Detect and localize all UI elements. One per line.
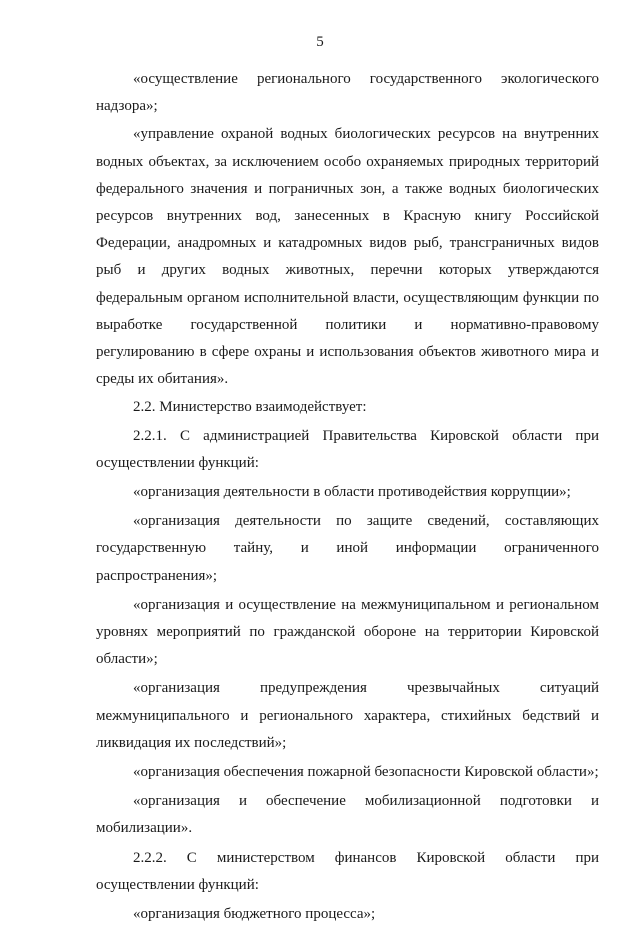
page-number: 5	[316, 34, 324, 50]
paragraph-section-2-2-2: 2.2.2. С министерством финансов Кировской области при осуществлении функций:	[96, 849, 599, 893]
paragraph-ecological-supervision: «осуществление регионального государственного экологического надзора»;	[96, 71, 599, 115]
document-body	[96, 66, 599, 928]
paragraph-section-2-2: 2.2. Министерство взаимодействует:	[133, 399, 367, 416]
paragraph-emergencies: «организация предупреждения чрезвычайных ситуаций межмуниципального и регионального характера, стихийных бедствий и ликвидация их последствий»;	[96, 680, 599, 751]
paragraph-section-2-2-1: 2.2.1. С администрацией Правительства Кировской области при осуществлении функций:	[96, 427, 599, 471]
paragraph-civil-defense: «организация и осуществление на межмуниципальном и региональном уровнях мероприятий по гражданской обороне на территории Кировской области»;	[96, 596, 599, 668]
paragraph-aquatic-resources: «управление охраной водных биологических ресурсов на внутренних водных объектах, за исключением особо охраняемых природных территорий федерального значения и пограничных зон, а также водных биологических ресурсов внутренних вод, занесенных в Красную книгу Российской Федерации, анадромных и катадромных видов рыб, трансграничных видов рыб и других водных животных, перечни которых утверждаются федеральным органом исполнительной власти, осуществляющим функции по выработке государственной политики и нормативно-правовому регулированию в сфере охраны и использования объектов животного мира и среды их обитания».	[96, 126, 599, 388]
paragraph-budget-process: «организация бюджетного процесса»;	[133, 906, 376, 923]
paragraph-state-secrets: «организация деятельности по защите сведений, составляющих государственную тайну, и иной информации ограниченного распространения»;	[96, 513, 599, 584]
paragraph-fire-safety: «организация обеспечения пожарной безопасности Кировской области»;	[133, 764, 599, 781]
paragraph-anti-corruption: «организация деятельности в области противодействия коррупции»;	[133, 484, 571, 501]
paragraph-mobilization: «организация и обеспечение мобилизационной подготовки и мобилизации».	[96, 793, 599, 837]
